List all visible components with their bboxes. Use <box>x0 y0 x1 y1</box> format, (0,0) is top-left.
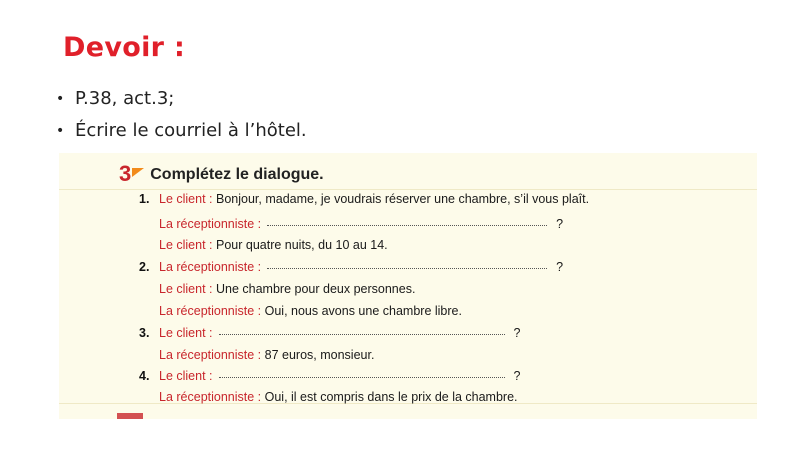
dialogue-line <box>139 235 388 255</box>
bullet-dot-icon: • <box>56 91 65 107</box>
homework-item-text: P.38, act.3; <box>75 88 175 109</box>
dialogue-text: Bonjour, madame, je voudrais réserver une chambre, s’il vous plaît. <box>212 192 590 206</box>
flag-icon <box>132 168 144 177</box>
speaker-label: Le client : <box>159 326 213 340</box>
question-mark: ? <box>513 369 521 383</box>
line-number: 3. <box>139 326 150 340</box>
dialogue-text: 87 euros, monsieur. <box>261 348 375 362</box>
speaker-label: La réceptionniste : <box>159 217 262 231</box>
dialogue-line <box>139 189 589 209</box>
speaker-label: Le client : <box>159 282 213 296</box>
speaker-label: La réceptionniste : <box>159 348 262 362</box>
speaker-label: Le client : <box>159 192 213 206</box>
dialogue-line <box>139 214 563 234</box>
dialogue-line <box>139 323 520 343</box>
line-number: 2. <box>139 260 150 274</box>
speaker-label: Le client : <box>159 238 213 252</box>
answer-blank <box>267 214 547 226</box>
textbook-exercise-image <box>59 153 757 419</box>
bullet-dot-icon: • <box>56 123 65 139</box>
question-mark: ? <box>556 260 564 274</box>
answer-blank <box>219 366 505 378</box>
exercise-header <box>119 163 324 185</box>
dialogue-text: Une chambre pour deux personnes. <box>212 282 416 296</box>
next-exercise-fragment <box>117 413 143 419</box>
homework-item-text: Écrire le courriel à l’hôtel. <box>75 120 307 141</box>
answer-blank <box>267 257 547 269</box>
dialogue-line <box>139 345 374 365</box>
dialogue-line <box>139 301 462 321</box>
exercise-title: Complétez le dialogue. <box>150 166 324 183</box>
dialogue-line <box>139 279 415 299</box>
dialogue-line <box>139 366 520 386</box>
dialogue-line <box>139 257 563 277</box>
dialogue-text: Oui, nous avons une chambre libre. <box>261 304 462 318</box>
slide-title: Devoir : <box>63 32 186 63</box>
answer-blank <box>219 323 505 335</box>
homework-list <box>56 83 307 147</box>
speaker-label: La réceptionniste : <box>159 304 262 318</box>
exercise-number: 3 <box>119 161 132 186</box>
dialogue-line <box>139 387 518 407</box>
question-mark: ? <box>556 217 564 231</box>
line-number: 4. <box>139 369 150 383</box>
dialogue-text: Pour quatre nuits, du 10 au 14. <box>212 238 388 252</box>
line-number: 1. <box>139 192 150 206</box>
question-mark: ? <box>513 326 521 340</box>
homework-item <box>56 83 307 115</box>
speaker-label: La réceptionniste : <box>159 390 262 404</box>
speaker-label: La réceptionniste : <box>159 260 262 274</box>
speaker-label: Le client : <box>159 369 213 383</box>
homework-item <box>56 115 307 147</box>
dialogue-text: Oui, il est compris dans le prix de la chambre. <box>261 390 518 404</box>
